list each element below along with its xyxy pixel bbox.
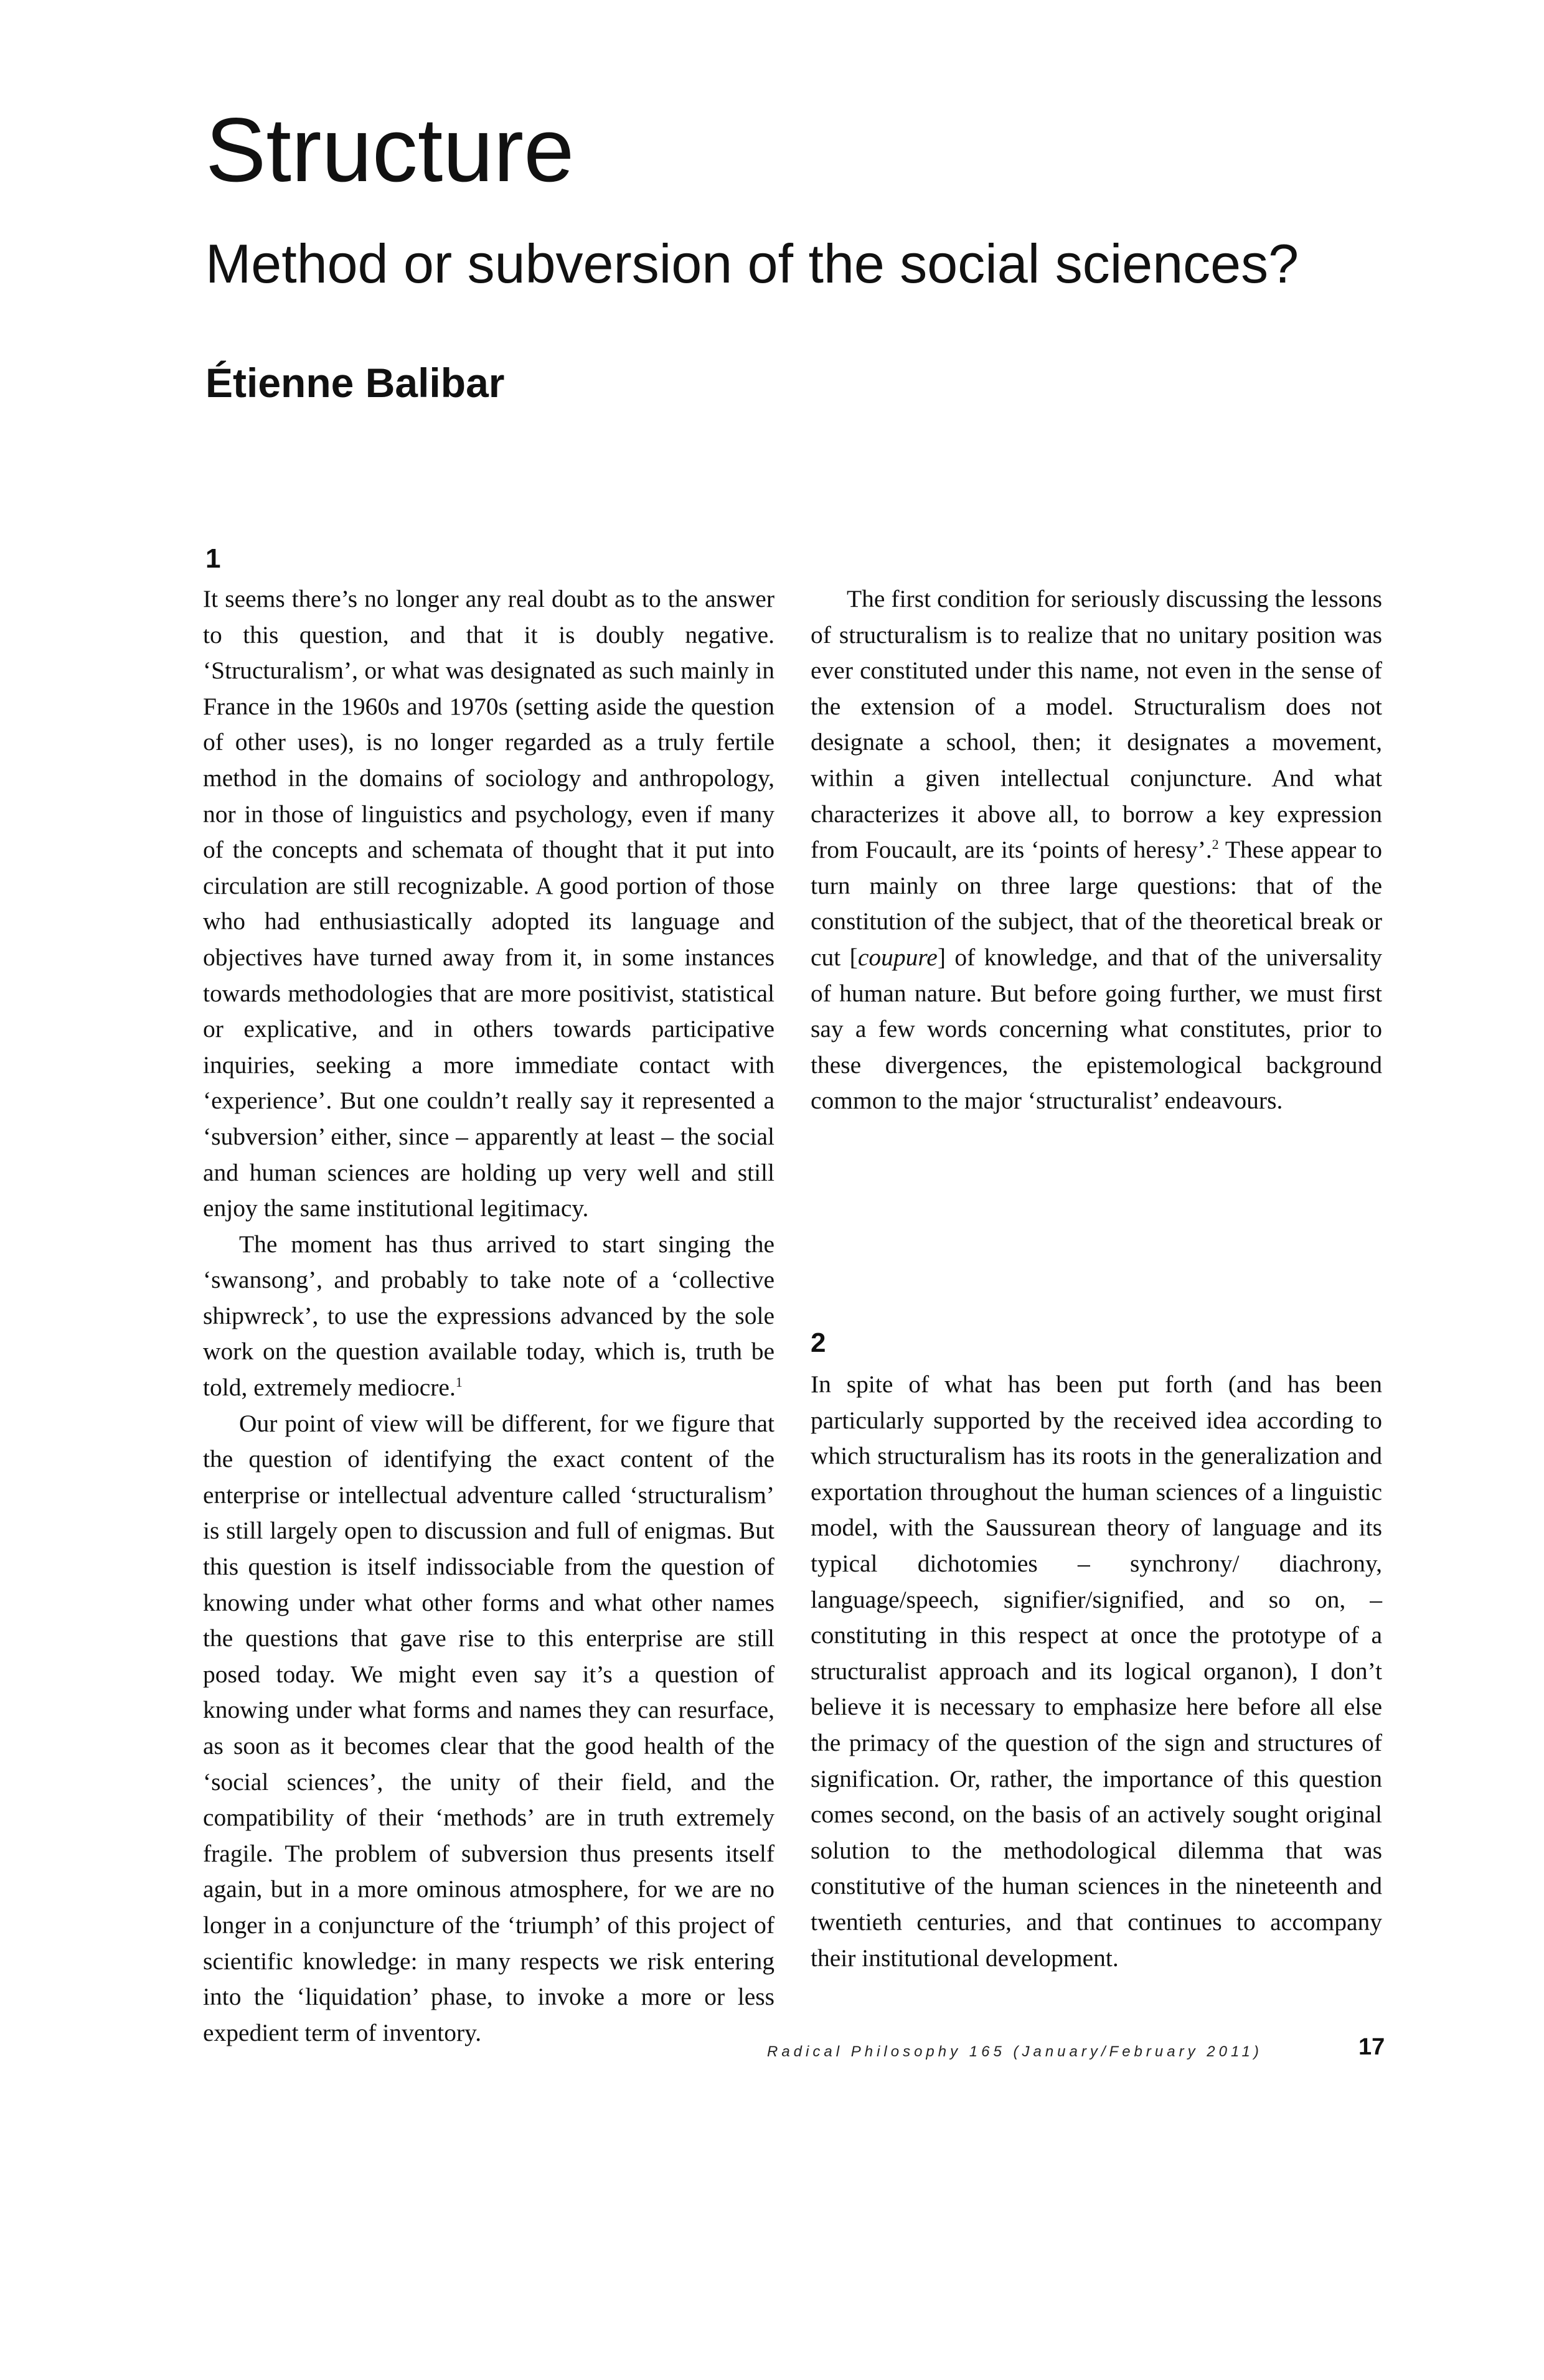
paragraph: It seems there’s no longer any real doubt as to the answer to this question, and that it is doubly negative. ‘Structuralism’, or what was designated as such mainly in France in the 1960s and 1970s (setting aside the question of other uses), is no longer regarded as a truly fertile method in the domains of sociology and anthropology, nor in those of linguistics and psychology, even if many of the concepts and schemata of thought that it put into circulation are still recognizable. A good portion of those who had enthusiastically adopted its language and objectives have turned away from it, in some instances towards methodologies that are more positivist, statistical or explicative, and in others towards participative inquiries, seeking a more immediate contact with ‘experience’. But one couldn’t really say it represented a ‘subversion’ either, since – apparently at least – the social and human sciences are holding up very well and still enjoy the same institutional legitimacy. bbox=[203, 585, 774, 1222]
article-title: Structure bbox=[205, 99, 575, 200]
author-name: Étienne Balibar bbox=[205, 360, 505, 406]
left-column bbox=[203, 581, 774, 2051]
paragraph-text: ] of knowledge, and that of the universality of human nature. But before going further, we must first say a few words concerning what constitutes, prior to these divergences, the epistemological background common to the major ‘structuralist’ endeavours. bbox=[811, 943, 1382, 1115]
footnote-ref-1[interactable]: 1 bbox=[455, 1374, 463, 1390]
paragraph bbox=[811, 581, 1382, 1119]
paragraph-text: The moment has thus arrived to start singing the ‘swansong’, and probably to take note of a ‘collective shipwreck’, to use the expressions advanced by the sole work on the question available today, which is, truth be told, extremely mediocre. bbox=[203, 1230, 774, 1402]
emphasis-term: coupure bbox=[857, 943, 938, 971]
article-subtitle: Method or subversion of the social sciences? bbox=[205, 233, 1299, 294]
section-heading-2: 2 bbox=[811, 1328, 826, 1358]
paragraph: Our point of view will be different, for we figure that the question of identifying the exact content of the enterprise or intellectual adventure called ‘structuralism’ is still largely open to discussion and full of enigmas. But this question is itself indissociable from the question of knowing under what other forms and what other names the questions that gave rise to this enterprise are still posed today. We might even say it’s a question of knowing under what forms and names they can resurface, as soon as it becomes clear that the good health of the ‘social sciences’, the unity of their field, and the compatibility of their ‘methods’ are in truth extremely fragile. The problem of subversion thus presents itself again, but in a more ominous atmosphere, for we are no longer in a conjuncture of the ‘triumph’ of this project of scientific knowledge: in many respects we risk entering into the ‘liquidation’ phase, to invoke a more or less expedient term of inventory. bbox=[203, 1409, 774, 2046]
right-column-section-2 bbox=[811, 1367, 1382, 1976]
footnote-ref-2[interactable]: 2 bbox=[1212, 837, 1219, 852]
paragraph-text: The first condition for seriously discussing the lessons of structuralism is to realize that no unitary position was ever constituted under this name, not even in the sense of the extension of a model. Structuralism does not designate a school, then; it designates a movement, within a given intellectual conjuncture. And what characterizes it above all, to borrow a key expression from Foucault, are its ‘points of heresy’. bbox=[811, 585, 1382, 864]
paragraph bbox=[203, 1227, 774, 1406]
journal-footer: Radical Philosophy 165 (January/February 2011) bbox=[767, 2043, 1263, 2060]
page-number: 17 bbox=[1358, 2034, 1385, 2060]
section-heading-1: 1 bbox=[205, 543, 221, 574]
paragraph: In spite of what has been put forth (and has been particularly supported by the received idea according to which structuralism has its roots in the generalization and exportation throughout the human sciences of a linguistic model, with the Saussurean theory of language and its typical dichotomies – synchrony/ diachrony, language/speech, signifier/signified, and so on, – constituting in this respect at once the prototype of a structuralist approach and its logical organon), I don’t believe it is necessary to emphasize here before all else the primacy of the question of the sign and structures of signification. Or, rather, the importance of this question comes second, on the basis of an actively sought original solution to the methodological dilemma that was constitutive of the human sciences in the nineteenth and twentieth centuries, and that continues to accompany their institutional development. bbox=[811, 1370, 1382, 1972]
paragraph-text: These appear to turn mainly on three large questions: that of the constitution of the subject, that of the theoretical break or cut [ bbox=[811, 836, 1382, 971]
